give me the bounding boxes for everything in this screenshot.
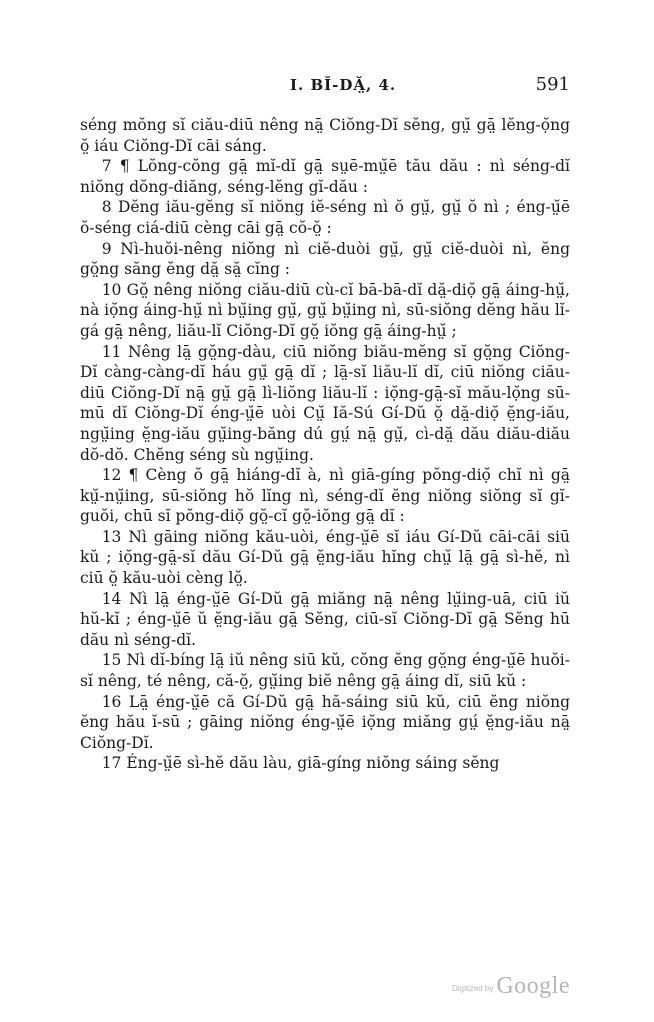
verse-13: 13 Nì gāing niŏng kău-uòi, éng-ṳ̆ē sĭ iáu Gí-Dŭ cāi-cāi siū kŭ ; iọ̆ng-gā̤-sĭ dău Gí-Dŭ gā̤ ĕ̤ng-iău hĭng chṳ̆ lā̤ gā̤ sì-hĕ, nì ciū ŏ̤ kău-uòi cèng lŏ̤. bbox=[80, 527, 570, 588]
text-body bbox=[80, 115, 570, 774]
continuation-paragraph: séng mŏng sĭ ciău-diū nêng nā̤ Ciŏng-Dĭ sĕng, gṳ̆ gā̤ lĕng-ọ̆ng ŏ̤ iáu Ciŏng-Dĭ cāi sáng. bbox=[80, 116, 570, 155]
verse-16: 16 Lā̤ éng-ṳ̆ē că Gí-Dŭ gā̤ hă-sáing siū kŭ, ciū ĕng niŏng ĕng hău ĭ-sū ; gāing niŏng éng-ṳ̆ē iọ̆ng miăng gṳ́ ĕ̤ng-iău nā̤ Ciŏng-Dĭ. bbox=[80, 692, 570, 752]
google-logo: Google bbox=[496, 973, 570, 999]
running-head: I. BĬ-DĂ̤, 4. bbox=[290, 76, 397, 94]
page-number: 591 bbox=[535, 74, 570, 95]
verse-14: 14 Nì lā̤ éng-ṳ̆ē Gí-Dŭ gā̤ miăng nā̤ nêng lṳ̆ing-uā, ciū iŭ hŭ-kĭ ; éng-ṳ̆ē ŭ ĕ̤ng-iău gā̤ Sĕng, ciū-sĭ Ciŏng-Dĭ gā̤ Sĕng hū dău nì séng-dĭ. bbox=[80, 589, 570, 649]
watermark-caption: Digitized by bbox=[451, 984, 494, 994]
verse-10: 10 Gŏ̤ nêng niŏng ciău-diū cù-cĭ bā-bā-dĭ dă̤-diọ̆ gā̤ áing-hṳ̆, nà iọ̆ng áing-hṳ̆ nì bṳ̆ing gṳ̆, gṳ̆ bṳ̆ing nì, sū-siŏng dĕng hău lĭ-gá gā̤ nêng, liău-lĭ Ciŏng-Dĭ gŏ̤ iŏng gā̤ áing-hṳ̆ ; bbox=[80, 280, 570, 340]
verse-7: 7 ¶ Lŏng-cŏng gā̤ mĭ-dĭ gā̤ sṳē-mṳ̆ē tău dău : nì séng-dĭ niŏng dŏng-diăng, séng-lĕng gĭ-dău : bbox=[80, 157, 570, 196]
page-header bbox=[80, 76, 570, 100]
verse-17: 17 Éng-ṳ̆ē sì-hĕ dău làu, giā-gíng niŏng sáing sĕng bbox=[101, 754, 500, 773]
verse-12: 12 ¶ Cèng ŏ gā̤ hiáng-dĭ à, nì giā-gíng pŏng-diọ̆ chĭ nì gā̤ kṳ̆-nṳ̆ing, sū-siŏng hŏ lĭng nì, séng-dĭ ĕng niŏng siŏng sĭ gĭ-guŏi, chū sĭ pŏng-diọ̆ gŏ̤-cĭ gŏ̤-iŏng gā̤ dĭ : bbox=[80, 466, 570, 526]
verse-8: 8 Dĕng iău-gĕng sĭ niŏng iĕ-séng nì ŏ gṳ̆, gṳ̆ ŏ nì ; éng-ṳ̆ē ŏ-séng ciá-diū cèng cāi gā̤ cŏ-ŏ̤ : bbox=[80, 198, 570, 237]
verse-11: 11 Nêng lā̤ gŏ̤ng-dàu, ciū niŏng biău-mĕng sĭ gŏ̤ng Ciŏng-Dĭ càng-càng-dĭ háu gṳ̆ gā̤ dĭ ; lā̤-sĭ liău-lĭ dĭ, ciū niŏng ciău-diū Ciŏng-Dĭ nā̤ gṳ̆ gā̤ lì-liŏng liău-lĭ : iọ̆ng-gā̤-sĭ mău-lọ̆ng sū-mū dĭ Ciŏng-Dĭ éng-ṳ̆ē uòi Cṳ̆ Iă-Sú Gí-Dŭ ŏ̤ dă̤-diọ̆ ĕ̤ng-iău, ngṳ̆ing ĕ̤ng-iău gṳ̆ing-băng dú gṳ́ nā̤ gṳ̆, cì-dă̤ dău diău-diău dŏ-dŏ. Chĕng séng sù ngṳ̆ing. bbox=[80, 342, 570, 464]
verse-9: 9 Nì-huŏi-nêng niŏng nì ciĕ-duòi gṳ̆, gṳ̆ ciĕ-duòi nì, ĕng gŏ̤ng săng ĕng dă̤ să̤ cĭng : bbox=[80, 239, 570, 279]
digitization-watermark bbox=[452, 973, 570, 1000]
verse-15: 15 Nì dĭ-bíng lā̤ iŭ nêng siū kŭ, cŏng ĕng gŏ̤ng éng-ṳ̆ē huŏi-sĭ nêng, té nêng, că-ŏ̤, gṳ̆ing biĕ nêng gā̤ áing dĭ, siū kŭ : bbox=[80, 651, 570, 691]
